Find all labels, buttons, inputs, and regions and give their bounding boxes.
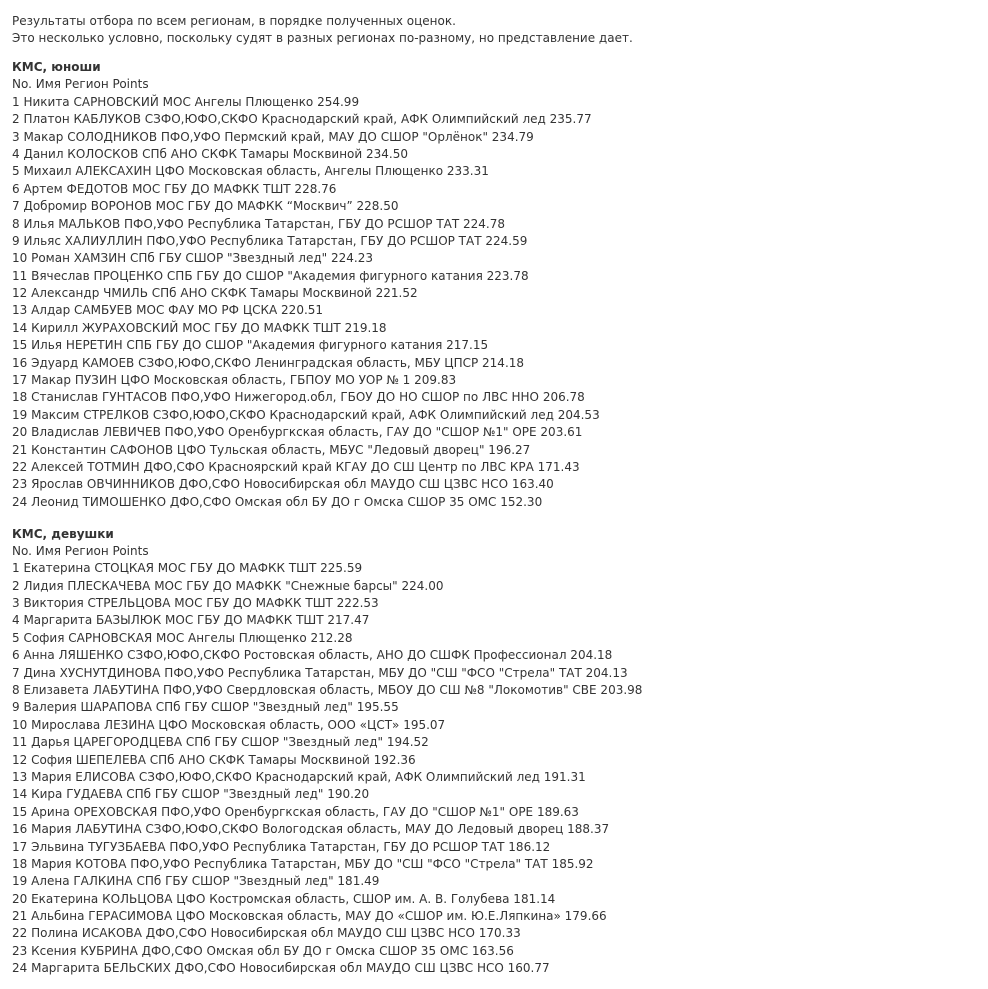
results-list	[12, 94, 600, 511]
result-row: 11 Дарья ЦАРЕГОРОДЦЕВА СПб ГБУ СШОР "Звездный лед" 194.52	[12, 735, 429, 750]
result-row: 1 Екатерина СТОЦКАЯ МОС ГБУ ДО МАФКК ТШТ 225.59	[12, 561, 363, 576]
result-row: 15 Илья НЕРЕТИН СПБ ГБУ ДО СШОР "Академия фигурного катания 217.15	[12, 338, 489, 353]
result-row: 9 Ильяс ХАЛИУЛЛИН ПФО,УФО Республика Татарстан, ГБУ ДО РСШОР ТАТ 224.59	[12, 233, 528, 248]
result-row: 7 Добромир ВОРОНОВ МОС ГБУ ДО МАФКК “Москвич” 228.50	[12, 199, 399, 214]
result-row: 10 Мирослава ЛЕЗИНА ЦФО Московская область, ООО «ЦСТ» 195.07	[12, 717, 446, 732]
section-title: КМС, девушки	[12, 526, 114, 541]
result-row: 6 Артем ФЕДОТОВ МОС ГБУ ДО МАФКК ТШТ 228.76	[12, 181, 337, 196]
result-row: 14 Кирилл ЖУРАХОВСКИЙ МОС ГБУ ДО МАФКК ТШТ 219.18	[12, 320, 387, 335]
result-row: 9 Валерия ШАРАПОВА СПб ГБУ СШОР "Звездный лед" 195.55	[12, 700, 399, 715]
result-row: 16 Мария ЛАБУТИНА СЗФО,ЮФО,СКФО Вологодская область, МАУ ДО Ледовый дворец 188.37	[12, 822, 610, 837]
result-row: 8 Елизавета ЛАБУТИНА ПФО,УФО Свердловская область, МБОУ ДО СШ №8 "Локомотив" СВЕ 203.98	[12, 683, 643, 698]
result-row: 19 Алена ГАЛКИНА СПб ГБУ СШОР "Звездный лед" 181.49	[12, 874, 380, 889]
results-list	[12, 560, 642, 977]
table-header: No. Имя Регион Points	[12, 77, 149, 92]
result-row: 19 Максим СТРЕЛКОВ СЗФО,ЮФО,СКФО Краснодарский край, АФК Олимпийский лед 204.53	[12, 407, 600, 422]
result-row: 5 Михаил АЛЕКСАХИН ЦФО Московская область, Ангелы Плющенко 233.31	[12, 164, 489, 179]
result-row: 13 Мария ЕЛИСОВА СЗФО,ЮФО,СКФО Краснодарский край, АФК Олимпийский лед 191.31	[12, 769, 586, 784]
result-row: 7 Дина ХУСНУТДИНОВА ПФО,УФО Республика Татарстан, МБУ ДО "СШ "ФСО "Стрела" ТАТ 204.13	[12, 665, 628, 680]
result-row: 4 Данил КОЛОСКОВ СПб АНО СКФК Тамары Москвиной 234.50	[12, 146, 408, 161]
intro-line: Это несколько условно, поскольку судят в разных регионах по-разному, но представление дает.	[12, 31, 633, 46]
result-row: 24 Леонид ТИМОШЕНКО ДФО,СФО Омская обл БУ ДО г Омска СШОР 35 ОМС 152.30	[12, 494, 543, 509]
result-row: 11 Вячеслав ПРОЦЕНКО СПБ ГБУ ДО СШОР "Академия фигурного катания 223.78	[12, 268, 529, 283]
intro-text	[12, 13, 633, 48]
result-row: 21 Константин САФОНОВ ЦФО Тульская область, МБУС "Ледовый дворец" 196.27	[12, 442, 531, 457]
result-row: 18 Мария КОТОВА ПФО,УФО Республика Татарстан, МБУ ДО "СШ "ФСО "Стрела" ТАТ 185.92	[12, 856, 594, 871]
result-row: 20 Владислав ЛЕВИЧЕВ ПФО,УФО Оренбургкская область, ГАУ ДО "СШОР №1" ОРЕ 203.61	[12, 425, 583, 440]
result-row: 12 Александр ЧМИЛЬ СПб АНО СКФК Тамары Москвиной 221.52	[12, 286, 418, 301]
result-row: 17 Макар ПУЗИН ЦФО Московская область, ГБПОУ МО УОР № 1 209.83	[12, 373, 457, 388]
result-row: 23 Ярослав ОВЧИННИКОВ ДФО,СФО Новосибирская обл МАУДО СШ ЦЗВС НСО 163.40	[12, 477, 554, 492]
table-header: No. Имя Регион Points	[12, 543, 149, 558]
result-row: 22 Полина ИСАКОВА ДФО,СФО Новосибирская обл МАУДО СШ ЦЗВС НСО 170.33	[12, 926, 521, 941]
result-row: 8 Илья МАЛЬКОВ ПФО,УФО Республика Татарстан, ГБУ ДО РСШОР ТАТ 224.78	[12, 216, 505, 231]
result-row: 1 Никита САРНОВСКИЙ МОС Ангелы Плющенко 254.99	[12, 94, 360, 109]
result-row: 2 Лидия ПЛЕСКАЧЕВА МОС ГБУ ДО МАФКК "Снежные барсы" 224.00	[12, 578, 444, 593]
section-boys	[12, 59, 600, 511]
result-row: 3 Виктория СТРЕЛЬЦОВА МОС ГБУ ДО МАФКК ТШТ 222.53	[12, 596, 379, 611]
result-row: 3 Макар СОЛОДНИКОВ ПФО,УФО Пермский край, МАУ ДО СШОР "Орлёнок" 234.79	[12, 129, 534, 144]
result-row: 16 Эдуард КАМОЕВ СЗФО,ЮФО,СКФО Ленинградская область, МБУ ЦПСР 214.18	[12, 355, 525, 370]
result-row: 14 Кира ГУДАЕВА СПб ГБУ СШОР "Звездный лед" 190.20	[12, 787, 370, 802]
section-girls	[12, 526, 642, 978]
result-row: 13 Алдар САМБУЕВ МОС ФАУ МО РФ ЦСКА 220.51	[12, 303, 324, 318]
result-row: 15 Арина ОРЕХОВСКАЯ ПФО,УФО Оренбургкская область, ГАУ ДО "СШОР №1" ОРЕ 189.63	[12, 804, 579, 819]
result-row: 24 Маргарита БЕЛЬСКИХ ДФО,СФО Новосибирская обл МАУДО СШ ЦЗВС НСО 160.77	[12, 961, 550, 976]
result-row: 12 София ШЕПЕЛЕВА СПб АНО СКФК Тамары Москвиной 192.36	[12, 752, 416, 767]
section-title: КМС, юноши	[12, 60, 101, 74]
intro-line: Результаты отбора по всем регионам, в порядке полученных оценок.	[12, 14, 456, 28]
result-row: 22 Алексей ТОТМИН ДФО,СФО Красноярский край КГАУ ДО СШ Центр по ЛВС КРА 171.43	[12, 459, 580, 474]
result-row: 23 Ксения КУБРИНА ДФО,СФО Омская обл БУ ДО г Омска СШОР 35 ОМС 163.56	[12, 943, 514, 958]
result-row: 2 Платон КАБЛУКОВ СЗФО,ЮФО,СКФО Краснодарский край, АФК Олимпийский лед 235.77	[12, 112, 592, 127]
result-row: 18 Станислав ГУНТАСОВ ПФО,УФО Нижегород.обл, ГБОУ ДО НО СШОР по ЛВС ННО 206.78	[12, 390, 585, 405]
result-row: 17 Эльвина ТУГУЗБАЕВА ПФО,УФО Республика Татарстан, ГБУ ДО РСШОР ТАТ 186.12	[12, 839, 551, 854]
result-row: 21 Альбина ГЕРАСИМОВА ЦФО Московская область, МАУ ДО «СШОР им. Ю.Е.Ляпкина» 179.66	[12, 909, 607, 924]
result-row: 10 Роман ХАМЗИН СПб ГБУ СШОР "Звездный лед" 224.23	[12, 251, 373, 266]
result-row: 20 Екатерина КОЛЬЦОВА ЦФО Костромская область, СШОР им. А. В. Голубева 181.14	[12, 891, 556, 906]
result-row: 6 Анна ЛЯШЕНКО СЗФО,ЮФО,СКФО Ростовская область, АНО ДО СШФК Профессионал 204.18	[12, 648, 613, 663]
result-row: 4 Маргарита БАЗЫЛЮК МОС ГБУ ДО МАФКК ТШТ 217.47	[12, 613, 370, 628]
result-row: 5 София САРНОВСКАЯ МОС Ангелы Плющенко 212.28	[12, 630, 353, 645]
